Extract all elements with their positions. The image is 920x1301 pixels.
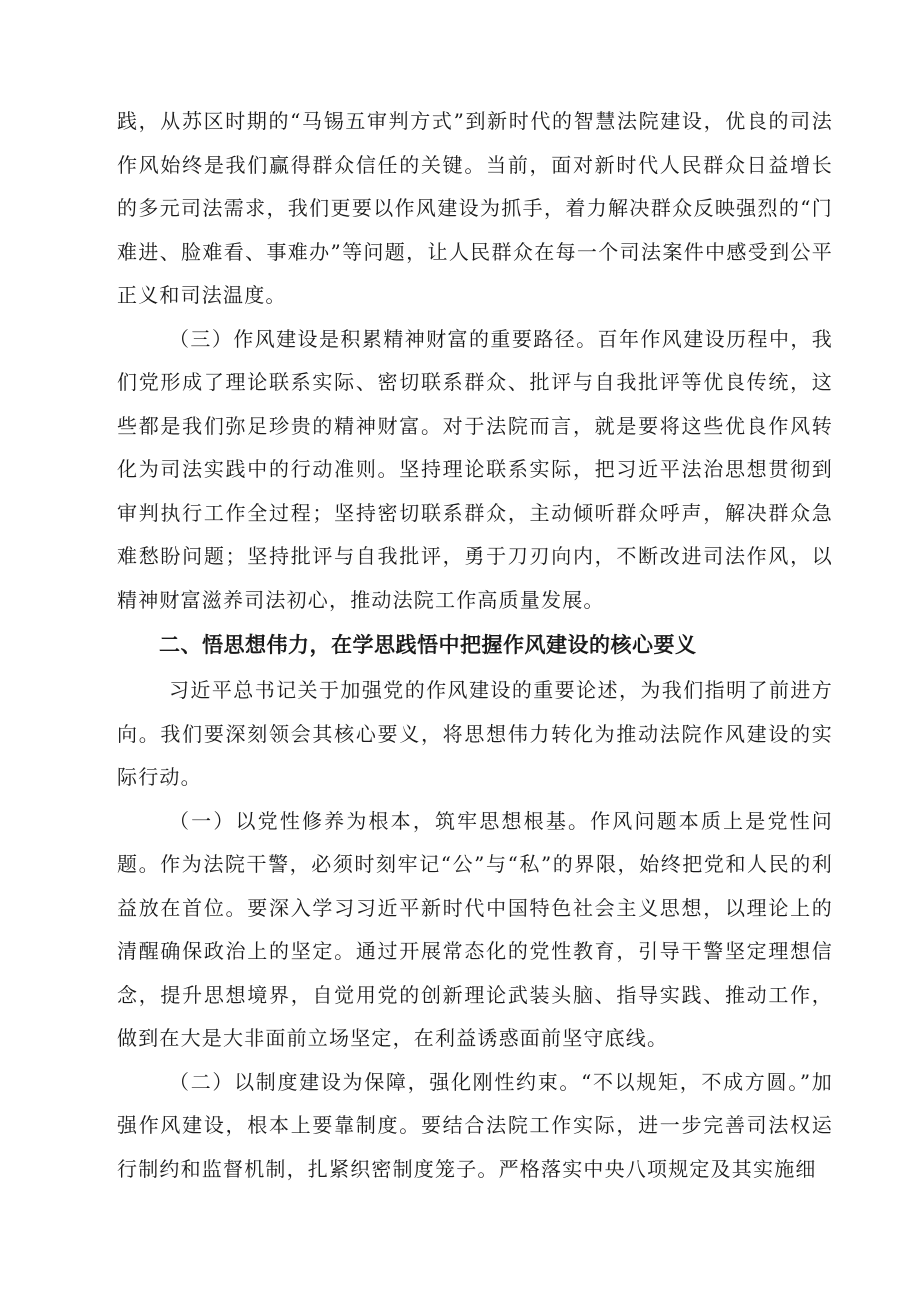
section-heading: 二、悟思想伟力，在学思践悟中把握作风建设的核心要义 <box>159 633 697 657</box>
paragraph-intro: 习近平总书记关于加强党的作风建设的重要论述，为我们指明了前进方向。我们要深刻领会其核心要义，将思想伟力转化为推动法院作风建设的实际行动。 <box>117 678 833 789</box>
paragraph-continued: 践，从苏区时期的“马锡五审判方式”到新时代的智慧法院建设，优良的司法作风始终是我们赢得群众信任的关键。当前，面对新时代人民群众日益增长的多元司法需求，我们更要以作风建设为抓手，着力解决群众反映强烈的“门难进、脸难看、事难办”等问题，让人民群众在每一个司法案件中感受到公平正义和司法温度。 <box>117 109 833 307</box>
paragraph-point-two: （二）以制度建设为保障，强化刚性约束。“不以规矩，不成方圆。”加强作风建设，根本上要靠制度。要结合法院工作实际，进一步完善司法权运行制约和监督机制，扎紧织密制度笼子。严格落实中央八项规定及其实施细 <box>117 1069 833 1181</box>
document-body <box>117 100 833 1191</box>
paragraph-point-one: （一）以党性修养为根本，筑牢思想根基。作风问题本质上是党性问题。作为法院干警，必须时刻牢记“公”与“私”的界限，始终把党和人民的利益放在首位。要深入学习习近平新时代中国特色社会主义思想，以理论上的清醒确保政治上的坚定。通过开展常态化的党性教育，引导干警坚定理想信念，提升思想境界，自觉用党的创新理论武装头脑、指导实践、推动工作，做到在大是大非面前立场坚定，在利益诱惑面前坚守底线。 <box>117 808 833 1050</box>
paragraph-section-three: （三）作风建设是积累精神财富的重要路径。百年作风建设历程中，我们党形成了理论联系实际、密切联系群众、批评与自我批评等优良传统，这些都是我们弥足珍贵的精神财富。对于法院而言，就是要将这些优良作风转化为司法实践中的行动准则。坚持理论联系实际，把习近平法治思想贯彻到审判执行工作全过程；坚持密切联系群众，主动倾听群众呼声，解决群众急难愁盼问题；坚持批评与自我批评，勇于刀刃向内，不断改进司法作风，以精神财富滋养司法初心，推动法院工作高质量发展。 <box>117 326 833 612</box>
